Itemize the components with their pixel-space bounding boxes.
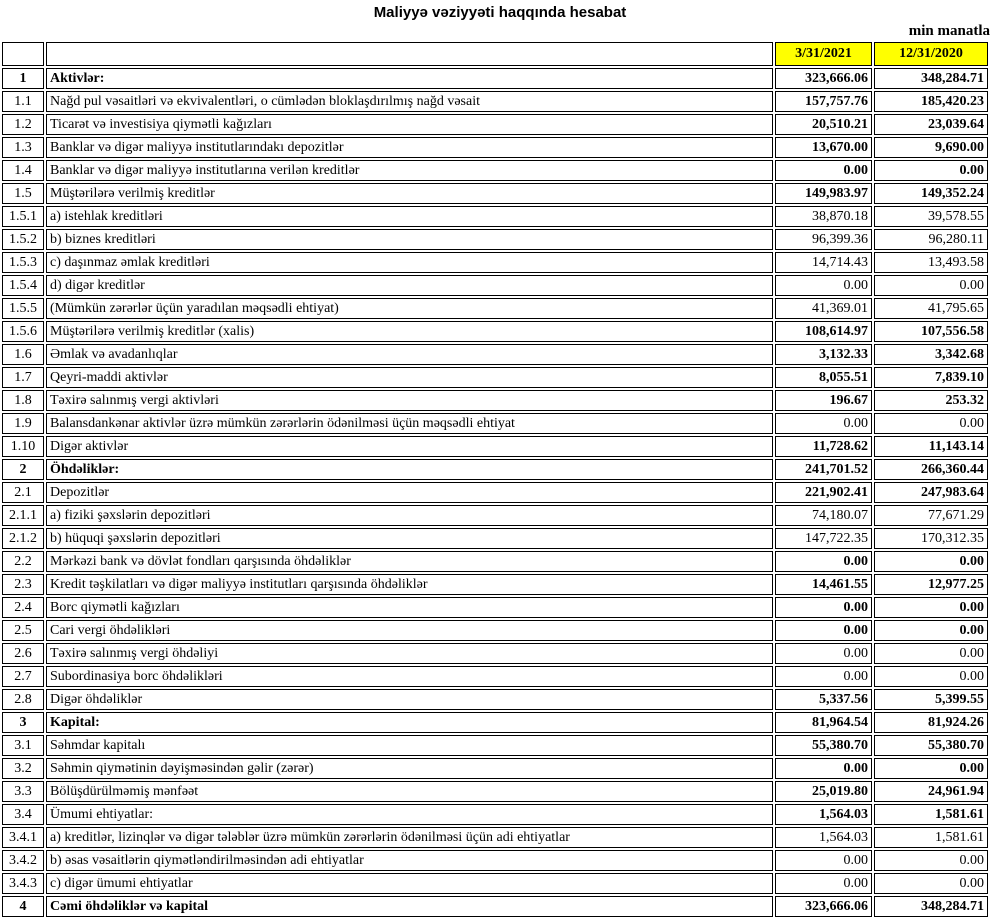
table-row (2, 873, 988, 894)
row-number-cell: 2.5 (2, 620, 44, 641)
value-cell-period-2: 348,284.71 (874, 896, 988, 917)
description-cell: a) istehlak kreditləri (46, 206, 773, 227)
value-cell-period-1: 0.00 (775, 597, 872, 618)
value-cell-period-1: 0.00 (775, 666, 872, 687)
value-cell-period-2: 12,977.25 (874, 574, 988, 595)
description-cell: Cari vergi öhdəlikləri (46, 620, 773, 641)
table-body (2, 68, 988, 917)
description-cell: Cəmi öhdəliklər və kapital (46, 896, 773, 917)
value-cell-period-2: 39,578.55 (874, 206, 988, 227)
row-number-cell: 3.2 (2, 758, 44, 779)
table-row (2, 68, 988, 89)
value-cell-period-2: 23,039.64 (874, 114, 988, 135)
row-number-cell: 2.2 (2, 551, 44, 572)
value-cell-period-2: 170,312.35 (874, 528, 988, 549)
row-number-cell: 1.5.2 (2, 229, 44, 250)
value-cell-period-1: 0.00 (775, 643, 872, 664)
description-cell: Ümumi ehtiyatlar: (46, 804, 773, 825)
table-row (2, 597, 988, 618)
header-cell-empty-description (46, 42, 773, 66)
row-number-cell: 1.3 (2, 137, 44, 158)
row-number-cell: 1.2 (2, 114, 44, 135)
table-row (2, 275, 988, 296)
value-cell-period-1: 41,369.01 (775, 298, 872, 319)
row-number-cell: 3.3 (2, 781, 44, 802)
row-number-cell: 1.7 (2, 367, 44, 388)
value-cell-period-2: 1,581.61 (874, 804, 988, 825)
value-cell-period-2: 11,143.14 (874, 436, 988, 457)
description-cell: b) hüquqi şəxslərin depozitləri (46, 528, 773, 549)
table-row (2, 344, 988, 365)
value-cell-period-1: 196.67 (775, 390, 872, 411)
description-cell: (Mümkün zərərlər üçün yaradılan məqsədli ehtiyat) (46, 298, 773, 319)
value-cell-period-2: 0.00 (874, 160, 988, 181)
table-row (2, 666, 988, 687)
description-cell: Kredit təşkilatları və digər maliyyə institutları qarşısında öhdəliklər (46, 574, 773, 595)
value-cell-period-2: 9,690.00 (874, 137, 988, 158)
description-cell: b) əsas vəsaitlərin qiymətləndirilməsindən adi ehtiyatlar (46, 850, 773, 871)
table-row (2, 252, 988, 273)
value-cell-period-2: 1,581.61 (874, 827, 988, 848)
value-cell-period-2: 0.00 (874, 620, 988, 641)
table-row (2, 436, 988, 457)
value-cell-period-1: 14,461.55 (775, 574, 872, 595)
row-number-cell: 2 (2, 459, 44, 480)
table-row (2, 413, 988, 434)
table-row (2, 551, 988, 572)
row-number-cell: 3 (2, 712, 44, 733)
value-cell-period-1: 25,019.80 (775, 781, 872, 802)
row-number-cell: 2.7 (2, 666, 44, 687)
row-number-cell: 1.5.5 (2, 298, 44, 319)
value-cell-period-1: 1,564.03 (775, 804, 872, 825)
financial-position-table (0, 40, 990, 919)
value-cell-period-1: 13,670.00 (775, 137, 872, 158)
table-row (2, 229, 988, 250)
value-cell-period-1: 0.00 (775, 413, 872, 434)
table-row (2, 137, 988, 158)
header-cell-empty-number (2, 42, 44, 66)
header-cell-period-1: 3/31/2021 (775, 42, 872, 66)
description-cell: Subordinasiya borc öhdəlikləri (46, 666, 773, 687)
row-number-cell: 1.9 (2, 413, 44, 434)
table-header-row (2, 42, 988, 66)
value-cell-period-2: 348,284.71 (874, 68, 988, 89)
table-row (2, 528, 988, 549)
value-cell-period-1: 20,510.21 (775, 114, 872, 135)
value-cell-period-1: 0.00 (775, 620, 872, 641)
description-cell: a) fiziki şəxslərin depozitləri (46, 505, 773, 526)
value-cell-period-1: 323,666.06 (775, 896, 872, 917)
value-cell-period-1: 96,399.36 (775, 229, 872, 250)
value-cell-period-2: 185,420.23 (874, 91, 988, 112)
table-row (2, 827, 988, 848)
value-cell-period-1: 241,701.52 (775, 459, 872, 480)
description-cell: Depozitlər (46, 482, 773, 503)
value-cell-period-1: 0.00 (775, 551, 872, 572)
value-cell-period-2: 0.00 (874, 275, 988, 296)
page-title: Maliyyə vəziyyəti haqqında hesabat (373, 4, 627, 21)
table-row (2, 298, 988, 319)
description-cell: c) digər ümumi ehtiyatlar (46, 873, 773, 894)
row-number-cell: 2.6 (2, 643, 44, 664)
description-cell: Səhmdar kapitalı (46, 735, 773, 756)
table-row (2, 804, 988, 825)
row-number-cell: 2.3 (2, 574, 44, 595)
row-number-cell: 1.1 (2, 91, 44, 112)
table-row (2, 758, 988, 779)
description-cell: Öhdəliklər: (46, 459, 773, 480)
table-row (2, 160, 988, 181)
value-cell-period-1: 11,728.62 (775, 436, 872, 457)
table-row (2, 206, 988, 227)
row-number-cell: 1.6 (2, 344, 44, 365)
value-cell-period-2: 0.00 (874, 666, 988, 687)
description-cell: d) digər kreditlər (46, 275, 773, 296)
description-cell: Mərkəzi bank və dövlət fondları qarşısında öhdəliklər (46, 551, 773, 572)
value-cell-period-1: 5,337.56 (775, 689, 872, 710)
row-number-cell: 3.4.2 (2, 850, 44, 871)
table-row (2, 643, 988, 664)
description-cell: c) daşınmaz əmlak kreditləri (46, 252, 773, 273)
table-row (2, 689, 988, 710)
value-cell-period-1: 38,870.18 (775, 206, 872, 227)
value-cell-period-2: 0.00 (874, 873, 988, 894)
row-number-cell: 3.4.3 (2, 873, 44, 894)
table-row (2, 620, 988, 641)
table-row (2, 574, 988, 595)
value-cell-period-2: 0.00 (874, 758, 988, 779)
description-cell: Digər aktivlər (46, 436, 773, 457)
value-cell-period-1: 3,132.33 (775, 344, 872, 365)
value-cell-period-1: 0.00 (775, 873, 872, 894)
row-number-cell: 1.5.1 (2, 206, 44, 227)
row-number-cell: 4 (2, 896, 44, 917)
description-cell: Nağd pul vəsaitləri və ekvivalentləri, o cümlədən bloklaşdırılmış nağd vəsait (46, 91, 773, 112)
row-number-cell: 1.4 (2, 160, 44, 181)
value-cell-period-2: 107,556.58 (874, 321, 988, 342)
row-number-cell: 2.1.1 (2, 505, 44, 526)
table-row (2, 896, 988, 917)
table-row (2, 114, 988, 135)
value-cell-period-1: 108,614.97 (775, 321, 872, 342)
value-cell-period-1: 0.00 (775, 850, 872, 871)
value-cell-period-2: 81,924.26 (874, 712, 988, 733)
row-number-cell: 1.5.4 (2, 275, 44, 296)
table-row (2, 367, 988, 388)
description-cell: Banklar və digər maliyyə institutlarındakı depozitlər (46, 137, 773, 158)
description-cell: Aktivlər: (46, 68, 773, 89)
row-number-cell: 2.1.2 (2, 528, 44, 549)
value-cell-period-2: 0.00 (874, 551, 988, 572)
description-cell: Ticarət və investisiya qiymətli kağızları (46, 114, 773, 135)
row-number-cell: 1.8 (2, 390, 44, 411)
row-number-cell: 1 (2, 68, 44, 89)
table-row (2, 91, 988, 112)
value-cell-period-1: 81,964.54 (775, 712, 872, 733)
description-cell: Borc qiymətli kağızları (46, 597, 773, 618)
value-cell-period-1: 1,564.03 (775, 827, 872, 848)
value-cell-period-1: 0.00 (775, 275, 872, 296)
value-cell-period-2: 0.00 (874, 643, 988, 664)
unit-note: min manatla (908, 23, 990, 39)
value-cell-period-2: 0.00 (874, 597, 988, 618)
value-cell-period-1: 323,666.06 (775, 68, 872, 89)
value-cell-period-1: 157,757.76 (775, 91, 872, 112)
value-cell-period-2: 266,360.44 (874, 459, 988, 480)
table-row (2, 735, 988, 756)
description-cell: Qeyri-maddi aktivlər (46, 367, 773, 388)
value-cell-period-2: 3,342.68 (874, 344, 988, 365)
value-cell-period-2: 149,352.24 (874, 183, 988, 204)
header-cell-period-2: 12/31/2020 (874, 42, 988, 66)
table-row (2, 781, 988, 802)
description-cell: b) biznes kreditləri (46, 229, 773, 250)
row-number-cell: 1.5.3 (2, 252, 44, 273)
value-cell-period-1: 0.00 (775, 160, 872, 181)
value-cell-period-1: 14,714.43 (775, 252, 872, 273)
description-cell: Təxirə salınmış vergi aktivləri (46, 390, 773, 411)
value-cell-period-2: 0.00 (874, 413, 988, 434)
value-cell-period-2: 5,399.55 (874, 689, 988, 710)
value-cell-period-2: 253.32 (874, 390, 988, 411)
table-row (2, 482, 988, 503)
description-cell: Təxirə salınmış vergi öhdəliyi (46, 643, 773, 664)
value-cell-period-2: 55,380.70 (874, 735, 988, 756)
value-cell-period-2: 24,961.94 (874, 781, 988, 802)
value-cell-period-1: 149,983.97 (775, 183, 872, 204)
description-cell: a) kreditlər, lizinqlər və digər tələblər üzrə mümkün zərərlərin ödənilməsi üçün adi ehtiyatlar (46, 827, 773, 848)
value-cell-period-2: 41,795.65 (874, 298, 988, 319)
description-cell: Banklar və digər maliyyə institutlarına verilən kreditlər (46, 160, 773, 181)
row-number-cell: 2.1 (2, 482, 44, 503)
table-row (2, 321, 988, 342)
row-number-cell: 3.1 (2, 735, 44, 756)
description-cell: Balansdankənar aktivlər üzrə mümkün zərərlərin ödənilməsi üçün məqsədli ehtiyat (46, 413, 773, 434)
table-row (2, 459, 988, 480)
row-number-cell: 1.10 (2, 436, 44, 457)
row-number-cell: 2.8 (2, 689, 44, 710)
description-cell: Digər öhdəliklər (46, 689, 773, 710)
row-number-cell: 3.4 (2, 804, 44, 825)
value-cell-period-2: 247,983.64 (874, 482, 988, 503)
table-row (2, 850, 988, 871)
row-number-cell: 3.4.1 (2, 827, 44, 848)
table-row (2, 712, 988, 733)
value-cell-period-1: 55,380.70 (775, 735, 872, 756)
description-cell: Bölüşdürülməmiş mənfəət (46, 781, 773, 802)
value-cell-period-2: 7,839.10 (874, 367, 988, 388)
row-number-cell: 1.5.6 (2, 321, 44, 342)
value-cell-period-1: 0.00 (775, 758, 872, 779)
table-row (2, 390, 988, 411)
table-row (2, 505, 988, 526)
value-cell-period-1: 74,180.07 (775, 505, 872, 526)
value-cell-period-1: 221,902.41 (775, 482, 872, 503)
description-cell: Səhmin qiymətinin dəyişməsindən gəlir (zərər) (46, 758, 773, 779)
value-cell-period-1: 8,055.51 (775, 367, 872, 388)
value-cell-period-2: 77,671.29 (874, 505, 988, 526)
row-number-cell: 1.5 (2, 183, 44, 204)
description-cell: Müştərilərə verilmiş kreditlər (xalis) (46, 321, 773, 342)
value-cell-period-2: 13,493.58 (874, 252, 988, 273)
description-cell: Kapital: (46, 712, 773, 733)
value-cell-period-2: 0.00 (874, 850, 988, 871)
description-cell: Əmlak və avadanlıqlar (46, 344, 773, 365)
table-row (2, 183, 988, 204)
value-cell-period-1: 147,722.35 (775, 528, 872, 549)
value-cell-period-2: 96,280.11 (874, 229, 988, 250)
row-number-cell: 2.4 (2, 597, 44, 618)
description-cell: Müştərilərə verilmiş kreditlər (46, 183, 773, 204)
